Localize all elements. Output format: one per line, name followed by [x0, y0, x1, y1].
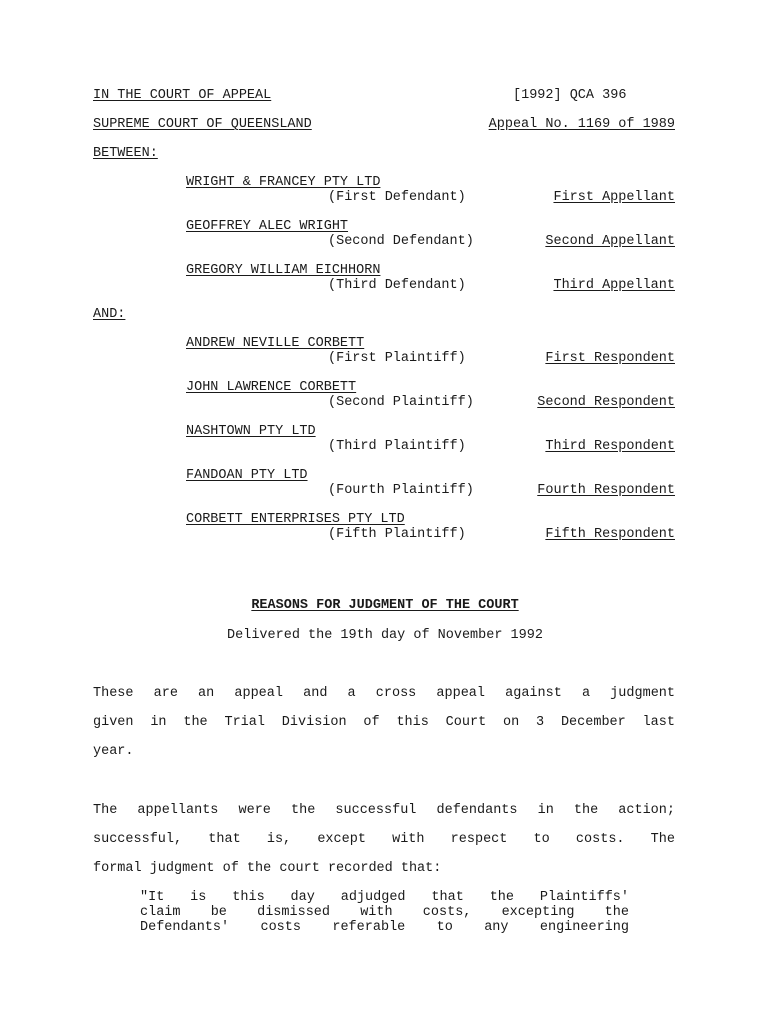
party-name: NASHTOWN PTY LTD [186, 424, 316, 439]
party-capacity: (First Defendant) [328, 190, 466, 205]
party-name: GREGORY WILLIAM EICHHORN [186, 263, 381, 278]
court-name: IN THE COURT OF APPEAL [93, 88, 272, 103]
paragraph-line: given in the Trial Division of this Court on 3 December last [93, 715, 675, 730]
party-capacity: (Second Plaintiff) [328, 395, 474, 410]
quote-line: claim be dismissed with costs, excepting the [140, 905, 629, 920]
party-role: First Respondent [545, 351, 675, 366]
party-capacity: (Fifth Plaintiff) [328, 527, 466, 542]
citation: [1992] QCA 396 [513, 88, 627, 103]
paragraph-line: These are an appeal and a cross appeal against a judgment [93, 686, 675, 701]
party-name: JOHN LAWRENCE CORBETT [186, 380, 357, 395]
party-role: Second Respondent [537, 395, 675, 410]
party-role: Third Appellant [553, 278, 675, 293]
party-capacity: (Second Defendant) [328, 234, 474, 249]
party-role: Fourth Respondent [537, 483, 675, 498]
party-capacity: (Third Defendant) [328, 278, 466, 293]
party-role: First Appellant [553, 190, 675, 205]
judgment-title: REASONS FOR JUDGMENT OF THE COURT [251, 598, 519, 613]
party-name: FANDOAN PTY LTD [186, 468, 308, 483]
quote-line: "It is this day adjudged that the Plaintiffs' [140, 890, 629, 905]
and-label: AND: [93, 307, 126, 322]
supreme-court-name: SUPREME COURT OF QUEENSLAND [93, 117, 312, 132]
party-name: GEOFFREY ALEC WRIGHT [186, 219, 349, 234]
party-role: Fifth Respondent [545, 527, 675, 542]
party-name: ANDREW NEVILLE CORBETT [186, 336, 365, 351]
quote-line: Defendants' costs referable to any engineering [140, 920, 629, 935]
party-capacity: (Fourth Plaintiff) [328, 483, 474, 498]
appeal-number: Appeal No. 1169 of 1989 [488, 117, 675, 132]
paragraph-line: successful, that is, except with respect to costs. The [93, 832, 675, 847]
party-capacity: (First Plaintiff) [328, 351, 466, 366]
paragraph-line: year. [93, 744, 134, 759]
paragraph-line: The appellants were the successful defendants in the action; [93, 803, 675, 818]
party-capacity: (Third Plaintiff) [328, 439, 466, 454]
party-name: WRIGHT & FRANCEY PTY LTD [186, 175, 381, 190]
delivered-date: Delivered the 19th day of November 1992 [227, 628, 543, 643]
between-label: BETWEEN: [93, 146, 158, 161]
party-role: Second Appellant [545, 234, 675, 249]
party-role: Third Respondent [545, 439, 675, 454]
paragraph-line: formal judgment of the court recorded that: [93, 861, 442, 876]
party-name: CORBETT ENTERPRISES PTY LTD [186, 512, 405, 527]
